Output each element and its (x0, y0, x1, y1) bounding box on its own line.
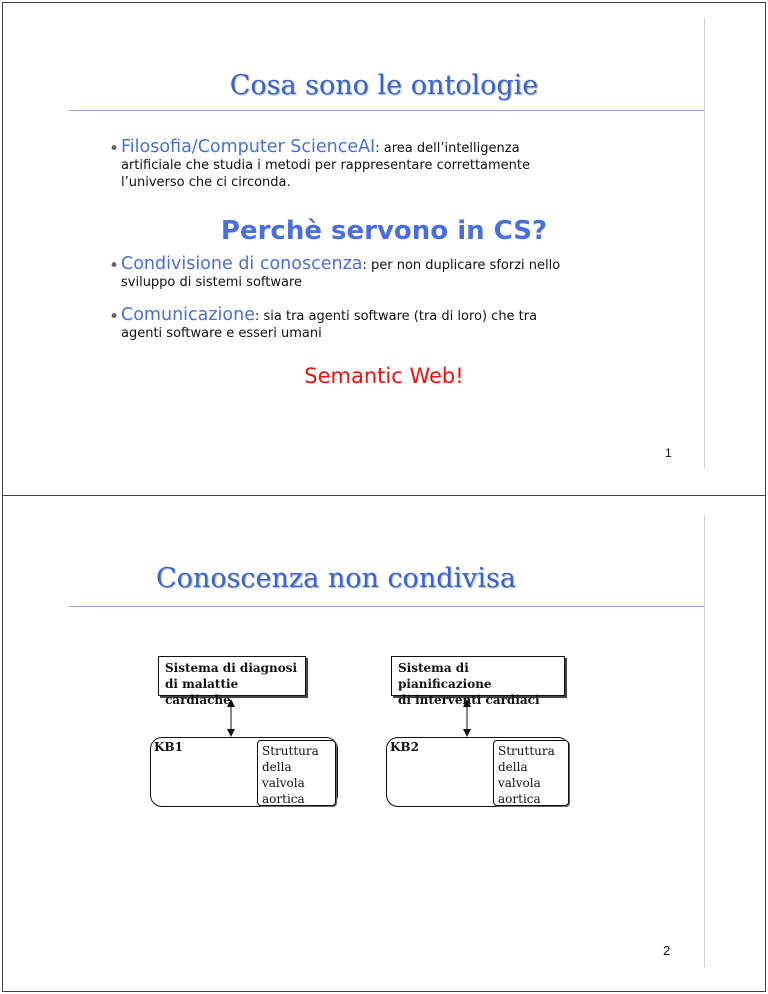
planning-system-line1: Sistema di pianificazione (398, 661, 492, 691)
bullet1-cont2: l’universo che ci circonda. (121, 175, 291, 190)
bullet-dot: • (109, 139, 120, 159)
slide1-subheading: Perchè servono in CS? (220, 216, 548, 246)
kb1-structure-line: valvola (262, 776, 305, 790)
bullet3-term: Comunicazione (121, 305, 255, 325)
bullet-dot: • (109, 307, 120, 327)
kb1-label: KB1 (154, 740, 183, 754)
bullet1-desc: : area dell’intelligenza (375, 141, 520, 156)
kb2-structure-line: aortica (498, 792, 541, 806)
kb1-structure-line: della (262, 760, 292, 774)
slide1-title: Cosa sono le ontologie (229, 70, 539, 101)
planning-system-line2: di interventi cardiaci (398, 693, 540, 707)
bullet2-cont1: sviluppo di sistemi software (121, 275, 303, 290)
bullet1-term: Filosofia/Computer ScienceAI (121, 137, 376, 157)
bullet3-cont1: agenti software e esseri umani (121, 326, 322, 341)
semantic-web-highlight: Semantic Web! (304, 364, 464, 388)
kb2-label: KB2 (390, 740, 419, 754)
bullet1-cont1: artificiale che studia i metodi per rappresentare correttamente (121, 158, 531, 173)
slide2-title: Conoscenza non condivisa (156, 563, 516, 594)
slide2-page-number: 2 (663, 943, 671, 958)
slide1-page-number: 1 (665, 446, 672, 460)
kb2-structure-line: valvola (498, 776, 541, 790)
kb2-structure-line: Struttura (498, 744, 555, 758)
bullet2-desc: : per non duplicare sforzi nello (362, 258, 561, 273)
diagnosis-system-line1: Sistema di diagnosi (165, 661, 298, 675)
kb1-structure-line: Struttura (262, 744, 319, 758)
diagnosis-system-line2: di malattie cardiache (165, 677, 239, 707)
kb2-structure-box (493, 740, 569, 806)
kb1-structure-box (257, 740, 336, 806)
kb1-structure-line: aortica (262, 792, 305, 806)
bullet3-desc: : sia tra agenti software (tra di loro) che tra (254, 309, 538, 324)
bullet-dot: • (109, 256, 120, 276)
bullet2-term: Condivisione di conoscenza (121, 254, 363, 274)
kb2-structure-line: della (498, 760, 528, 774)
